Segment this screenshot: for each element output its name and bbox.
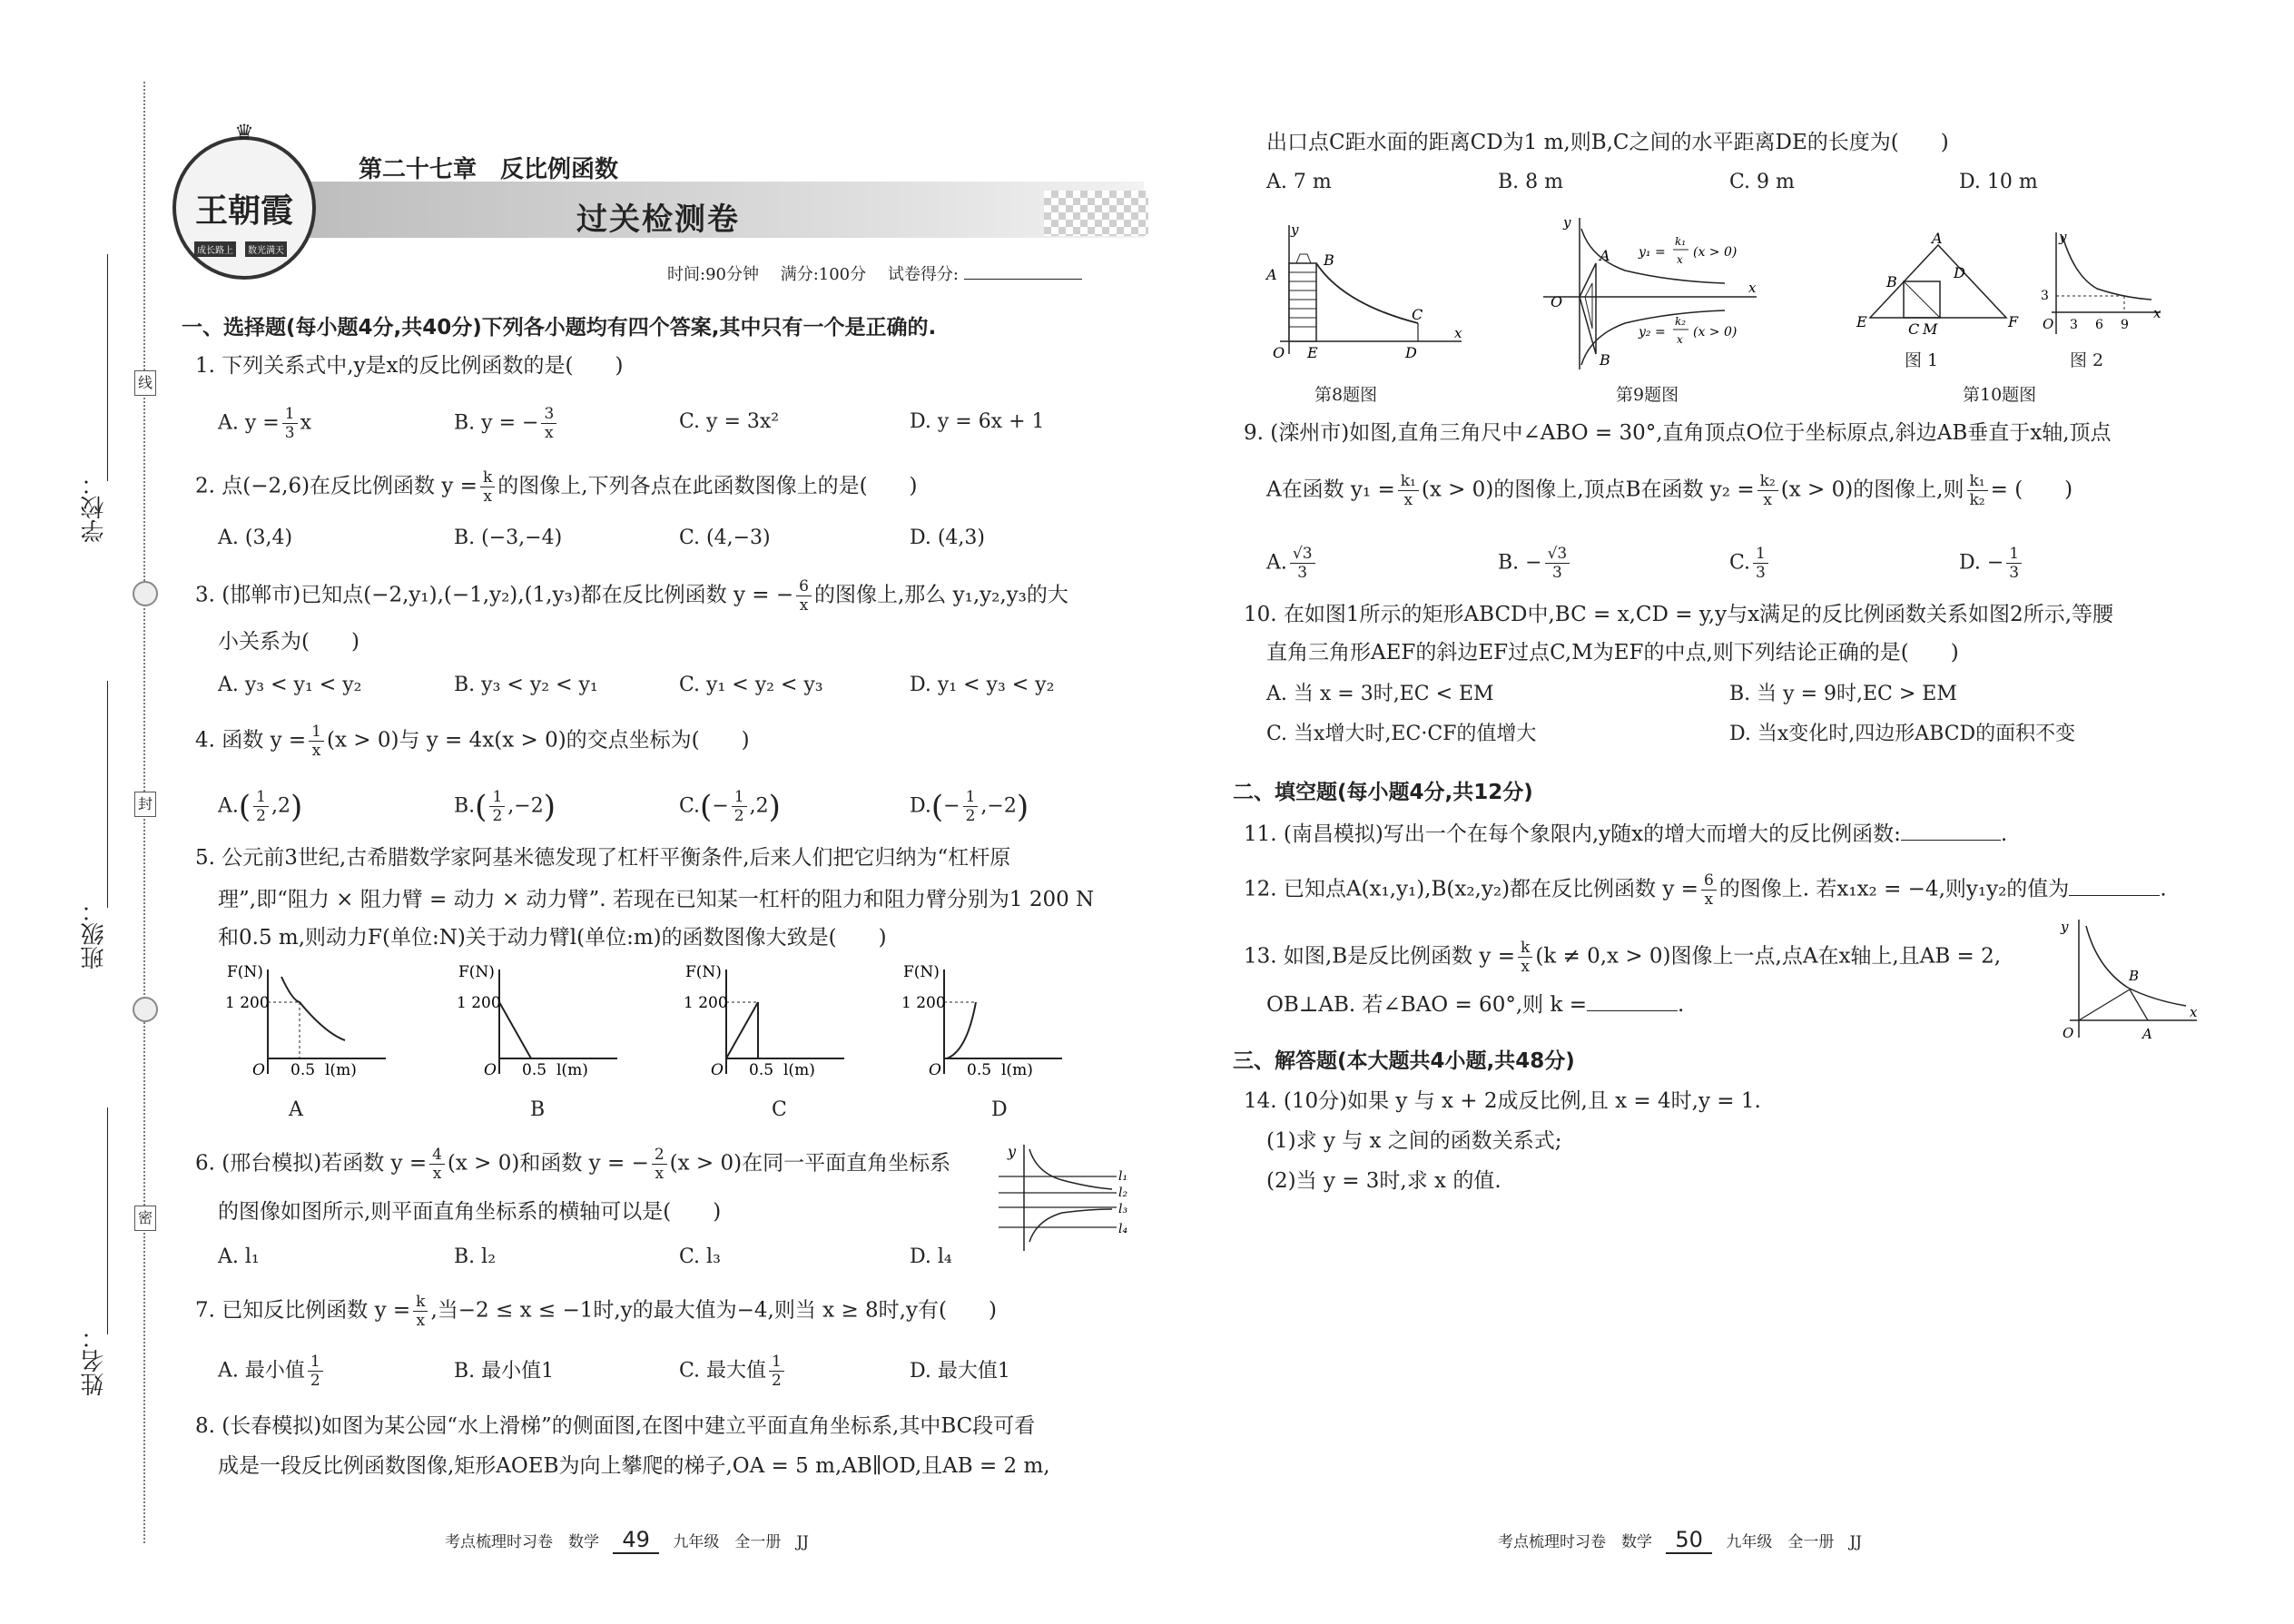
q5-label-b: B [530, 1098, 546, 1121]
svg-text:y: y [2061, 919, 2069, 935]
svg-text:O: O [1273, 344, 1285, 361]
q5-graph-b [449, 960, 631, 1078]
logo-text: 王朝霞 [194, 192, 293, 230]
school-label: 学校： [81, 472, 108, 543]
q9-stem-cont: A在函数 y₁ = $\frac{\text{k₁}}{x}$ (x > 0)的图像上,顶点B在函数 y₂ = $\frac{\text{k₂}}{x}$ (x > 0)的图像上,则 $\frac{\text{k₁}}{\text{k₂}}$ = ( ) [1266, 472, 2073, 509]
svg-text:B: B [1324, 251, 1334, 269]
q10-option-b: B. 当 y = 9时,EC > EM [1729, 683, 1957, 705]
svg-text:E: E [1307, 344, 1318, 361]
svg-text:F: F [2008, 313, 2019, 330]
q1-option-a: A. y = $\frac{1}{3}$ x [218, 405, 311, 442]
q9-stem: 9. (滦州市)如图,直角三角尺中∠ABO = 30°,直角顶点O位于坐标原点,斜边AB垂直于x轴,顶点 [1244, 421, 2112, 445]
q9-option-c: C. $\frac{1}{3}$ [1729, 545, 1771, 582]
header-checker [1044, 191, 1148, 236]
meta-time: 时间:90分钟 [667, 265, 759, 284]
exam-meta [667, 261, 1082, 285]
section1-heading: 一、选择题(每小题4分,共40分)下列各小题均有四个答案,其中只有一个是正确的. [182, 316, 937, 340]
q10-option-d: D. 当x变化时,四边形ABCD的面积不变 [1729, 723, 2076, 745]
q8-option-b: B. 8 m [1498, 171, 1564, 193]
section2-heading: 二、填空题(每小题4分,共12分) [1233, 781, 1533, 804]
svg-text:B: B [1600, 351, 1610, 369]
q4-stem: 4. 函数 y = $\frac{1}{x}$ (x > 0)与 y = 4x(x > 0)的交点坐标为( ) [195, 723, 750, 760]
q7-option-c: C. 最大值 $\frac{1}{2}$ [679, 1353, 787, 1390]
svg-text:A: A [2142, 1026, 2152, 1042]
svg-text:1 200: 1 200 [901, 994, 946, 1012]
q10-fig-caption: 第10题图 [1963, 385, 2037, 405]
q6-option-c: C. l₃ [679, 1245, 721, 1268]
svg-text:O: O [252, 1061, 265, 1078]
svg-text:1 200: 1 200 [457, 994, 501, 1012]
q14-line2: (1)求 y 与 x 之间的函数关系式; [1266, 1129, 1562, 1153]
svg-text:A: A [1932, 230, 1943, 247]
footer-left-tail: 九年级 全一册 JJ [673, 1533, 809, 1551]
class-label: 班级： [81, 899, 108, 969]
q9-option-a: A. $\frac{√3}{3}$ [1266, 545, 1318, 582]
q12-text: 12. 已知点A(x₁,y₁),B(x₂,y₂)都在反比例函数 y = $\frac{6}{x}$ 的图像上. 若x₁x₂ = −4,则y₁y₂的值为 . [1244, 871, 2167, 909]
svg-text:x: x [1748, 280, 1757, 296]
bind-mark-line: 线 [134, 370, 156, 396]
q7-stem: 7. 已知反比例函数 y = $\frac{k}{x}$ ,当−2 ≤ x ≤ −1时,y的最大值为−4,则当 x ≥ 8时,y有( ) [195, 1293, 997, 1330]
svg-text:F(N): F(N) [227, 963, 263, 981]
svg-text:A: A [1600, 247, 1610, 264]
svg-text:O: O [711, 1061, 724, 1078]
q9-fig-caption: 第9题图 [1616, 385, 1679, 405]
q8-option-c: C. 9 m [1729, 171, 1795, 193]
svg-text:l(m): l(m) [1001, 1061, 1033, 1078]
q7-option-b: B. 最小值1 [454, 1360, 555, 1383]
svg-text:B: B [1886, 273, 1897, 290]
svg-text:F(N): F(N) [458, 963, 495, 981]
q8-figure [1262, 218, 1471, 363]
q9-figure [1534, 211, 1770, 374]
margin-ornament-2 [133, 997, 158, 1022]
q3-option-b: B. y₃ < y₂ < y₁ [454, 674, 598, 696]
svg-text:1 200: 1 200 [225, 994, 270, 1012]
svg-text:l₃: l₃ [1118, 1202, 1128, 1216]
bind-mark-close: 密 [134, 1206, 156, 1231]
svg-text:O: O [1551, 293, 1563, 310]
score-blank[interactable] [964, 279, 1082, 280]
svg-text:D: D [1954, 264, 1965, 281]
q5-label-d: D [991, 1098, 1008, 1121]
q8-option-d: D. 10 m [1959, 171, 2038, 193]
q5-graph-a [218, 960, 399, 1078]
footer-left-page: 49 [613, 1527, 659, 1554]
svg-text:x: x [1677, 333, 1683, 346]
svg-text:M: M [1923, 320, 1938, 338]
q8-option-a: A. 7 m [1266, 171, 1332, 193]
q3-option-a: A. y₃ < y₁ < y₂ [218, 674, 362, 696]
svg-text:O: O [929, 1061, 941, 1078]
q8-line1: 8. (长春模拟)如图为某公园“水上滑梯”的侧面图,在图中建立平面直角坐标系,其中BC段可看 [195, 1414, 1036, 1438]
q1-option-d: D. y = 6x + 1 [910, 410, 1045, 433]
q9-option-d: D. − $\frac{1}{3}$ [1959, 545, 2024, 582]
q3-option-d: D. y₁ < y₃ < y₂ [910, 674, 1055, 696]
q14-line1: 14. (10分)如果 y 与 x + 2成反比例,且 x = 4时,y = 1. [1244, 1089, 1761, 1113]
logo-badge [172, 120, 316, 280]
q4-option-d: D.(− $\frac{1}{2}$ ,−2) [910, 788, 1029, 825]
logo-crown-icon: ♛ [234, 120, 254, 145]
footer-right-text: 考点梳理时习卷 数学 [1498, 1533, 1652, 1551]
q10-line2: 直角三角形AEF的斜边EF过点C,M为EF的中点,则下列结论正确的是( ) [1266, 641, 1959, 664]
q6-option-a: A. l₁ [218, 1245, 260, 1268]
footer-left [445, 1527, 809, 1554]
footer-right-tail: 九年级 全一册 JJ [1726, 1533, 1862, 1551]
svg-text:x: x [2153, 305, 2161, 321]
q1-option-c: C. y = 3x² [679, 410, 780, 433]
q1-option-b: B. y = − $\frac{3}{x}$ [454, 405, 559, 442]
svg-text:A: A [1266, 266, 1277, 283]
svg-text:0.5: 0.5 [290, 1061, 316, 1078]
svg-text:y: y [2059, 229, 2067, 245]
svg-text:3: 3 [2041, 289, 2049, 303]
q13-line2: OB⊥AB. 若∠BAO = 60°,则 k = . [1266, 993, 1685, 1017]
svg-text:0.5: 0.5 [749, 1061, 774, 1078]
q6-stem: 6. (邢台模拟)若函数 y = $\frac{4}{x}$ (x > 0)和函数 y = − $\frac{2}{x}$ (x > 0)在同一平面直角坐标系 [195, 1146, 951, 1183]
svg-text:3: 3 [2070, 318, 2078, 332]
q6-line2: 的图像如图所示,则平面直角坐标系的横轴可以是( ) [218, 1200, 722, 1224]
chapter-title: 第二十七章 反比例函数 [359, 156, 619, 183]
bind-mark-seal: 封 [134, 792, 156, 817]
svg-text:0.5: 0.5 [967, 1061, 992, 1078]
q11-text: 11. (南昌模拟)写出一个在每个象限内,y随x的增大而增大的反比例函数: . [1244, 822, 2008, 846]
q5-label-a: A [289, 1098, 303, 1121]
class-blank [107, 681, 108, 908]
q8-line3: 出口点C距水面的距离CD为1 m,则B,C之间的水平距离DE的长度为( ) [1266, 131, 1949, 154]
footer-left-text: 考点梳理时习卷 数学 [445, 1533, 599, 1551]
name-label: 姓名： [81, 1325, 108, 1396]
name-blank [107, 1107, 108, 1334]
q2-option-d: D. (4,3) [910, 527, 985, 549]
footer-right [1498, 1527, 1862, 1554]
svg-text:O: O [2063, 1025, 2074, 1041]
svg-text:F(N): F(N) [685, 963, 722, 981]
q6-option-b: B. l₂ [454, 1245, 497, 1268]
logo-motto-right: 数光满天 [245, 241, 287, 257]
q5-graph-c [676, 960, 858, 1078]
svg-text:D: D [1405, 344, 1417, 361]
svg-text:E: E [1856, 313, 1867, 330]
svg-text:C: C [1908, 320, 1920, 338]
q9-option-b: B. − $\frac{√3}{3}$ [1498, 545, 1572, 582]
q2-stem: 2. 点(−2,6)在反比例函数 y = $\frac{k}{x}$ 的图像上,下列各点在此函数图像上的是( ) [195, 468, 918, 506]
q4-option-a: A.( $\frac{1}{2}$ ,2) [218, 788, 303, 825]
svg-text:y₁ =: y₁ = [1639, 245, 1666, 260]
q7-option-a: A. 最小值 $\frac{1}{2}$ [218, 1353, 326, 1390]
meta-score: 满分:100分 [780, 265, 867, 284]
svg-text:F(N): F(N) [903, 963, 940, 981]
q2-option-c: C. (4,−3) [679, 527, 771, 549]
svg-text:l(m): l(m) [556, 1061, 588, 1078]
q10-line1: 10. 在如图1所示的矩形ABCD中,BC = x,CD = y,y与x满足的反比例函数关系如图2所示,等腰 [1244, 603, 2114, 626]
meta-got: 试卷得分: [887, 265, 959, 284]
svg-text:6: 6 [2095, 318, 2103, 332]
svg-text:l(m): l(m) [783, 1061, 815, 1078]
svg-text:9: 9 [2121, 318, 2129, 332]
q2-option-b: B. (−3,−4) [454, 527, 563, 549]
q5-line2: 理”,即“阻力 × 阻力臂 = 动力 × 动力臂”. 若现在已知某一杠杆的阻力和阻力臂分别为1 200 N [218, 888, 1095, 911]
q12-answer-blank[interactable] [2069, 895, 2160, 896]
q14-line3: (2)当 y = 3时,求 x 的值. [1266, 1169, 1501, 1193]
svg-text:y: y [1563, 214, 1571, 231]
svg-text:(x > 0): (x > 0) [1693, 325, 1738, 340]
svg-text:0.5: 0.5 [522, 1061, 547, 1078]
margin-ornament-1 [133, 581, 158, 606]
q5-graph-d [894, 960, 1076, 1078]
svg-text:k₂: k₂ [1675, 315, 1687, 328]
q10-figure-2 [2033, 225, 2170, 343]
q2-option-a: A. (3,4) [218, 527, 293, 549]
svg-text:l₄: l₄ [1118, 1222, 1128, 1236]
svg-text:C: C [1412, 306, 1423, 323]
q6-option-d: D. l₄ [910, 1245, 952, 1268]
q4-option-c: C.(− $\frac{1}{2}$ ,2) [679, 788, 781, 825]
q13-answer-blank[interactable] [1587, 1010, 1678, 1011]
svg-text:y: y [1291, 221, 1299, 238]
q5-line3: 和0.5 m,则动力F(单位:N)关于动力臂l(单位:m)的函数图像大致是( ) [218, 926, 887, 950]
q10-option-a: A. 当 x = 3时,EC < EM [1266, 683, 1494, 705]
q3-stem: 3. (邯郸市)已知点(−2,y₁),(−1,y₂),(1,y₃)都在反比例函数 y = − $\frac{6}{x}$ 的图像上,那么 y₁,y₂,y₃的大 [195, 577, 1068, 615]
svg-text:1 200: 1 200 [684, 994, 728, 1012]
q8-line2: 成是一段反比例函数图像,矩形AOEB为向上攀爬的梯子,OA = 5 m,AB∥OD,且AB = 2 m, [218, 1454, 1050, 1478]
q10-option-c: C. 当x增大时,EC·CF的值增大 [1266, 723, 1537, 745]
svg-text:k₁: k₁ [1675, 235, 1687, 248]
q5-line1: 5. 公元前3世纪,古希腊数学家阿基米德发现了杠杆平衡条件,后来人们把它归纳为“杠杆原 [195, 846, 1011, 870]
svg-text:O: O [2043, 316, 2054, 332]
svg-text:y: y [1008, 1143, 1017, 1160]
section3-heading: 三、解答题(本大题共4小题,共48分) [1233, 1049, 1575, 1073]
svg-text:x: x [1677, 253, 1683, 266]
svg-text:O: O [484, 1061, 497, 1078]
q11-answer-blank[interactable] [1901, 840, 2001, 841]
svg-text:B: B [2129, 968, 2140, 984]
svg-text:(x > 0): (x > 0) [1693, 245, 1738, 260]
q7-option-d: D. 最大值1 [910, 1360, 1010, 1383]
q10-fig2-label: 图 2 [2070, 350, 2104, 370]
q4-option-b: B.( $\frac{1}{2}$ ,−2) [454, 788, 556, 825]
q8-fig-caption: 第8题图 [1314, 385, 1378, 405]
svg-text:x: x [1454, 325, 1462, 341]
q10-figure-1 [1852, 227, 2033, 363]
footer-right-page: 50 [1666, 1527, 1712, 1554]
svg-text:l₂: l₂ [1118, 1186, 1128, 1200]
q3-stem-cont: 小关系为( ) [218, 630, 359, 654]
svg-text:l₁: l₁ [1118, 1169, 1128, 1184]
q3-option-c: C. y₁ < y₂ < y₃ [679, 674, 823, 696]
q5-label-c: C [772, 1098, 787, 1121]
svg-text:y₂ =: y₂ = [1639, 325, 1666, 340]
logo-motto-left: 成长路上 [194, 241, 236, 257]
svg-text:x: x [2190, 1004, 2198, 1020]
q13-text: 13. 如图,B是反比例函数 y = $\frac{k}{x}$ (k ≠ 0,x > 0)图像上一点,点A在x轴上,且AB = 2, [1244, 939, 2002, 976]
q6-figure [989, 1140, 1135, 1254]
q1-stem: 1. 下列关系式中,y是x的反比例函数的是( ) [195, 354, 624, 378]
school-blank [107, 254, 108, 481]
page-title: 过关检测卷 [576, 202, 740, 238]
svg-text:l(m): l(m) [325, 1061, 357, 1078]
q13-figure [2052, 915, 2206, 1042]
q10-fig1-label: 图 1 [1905, 350, 1939, 370]
